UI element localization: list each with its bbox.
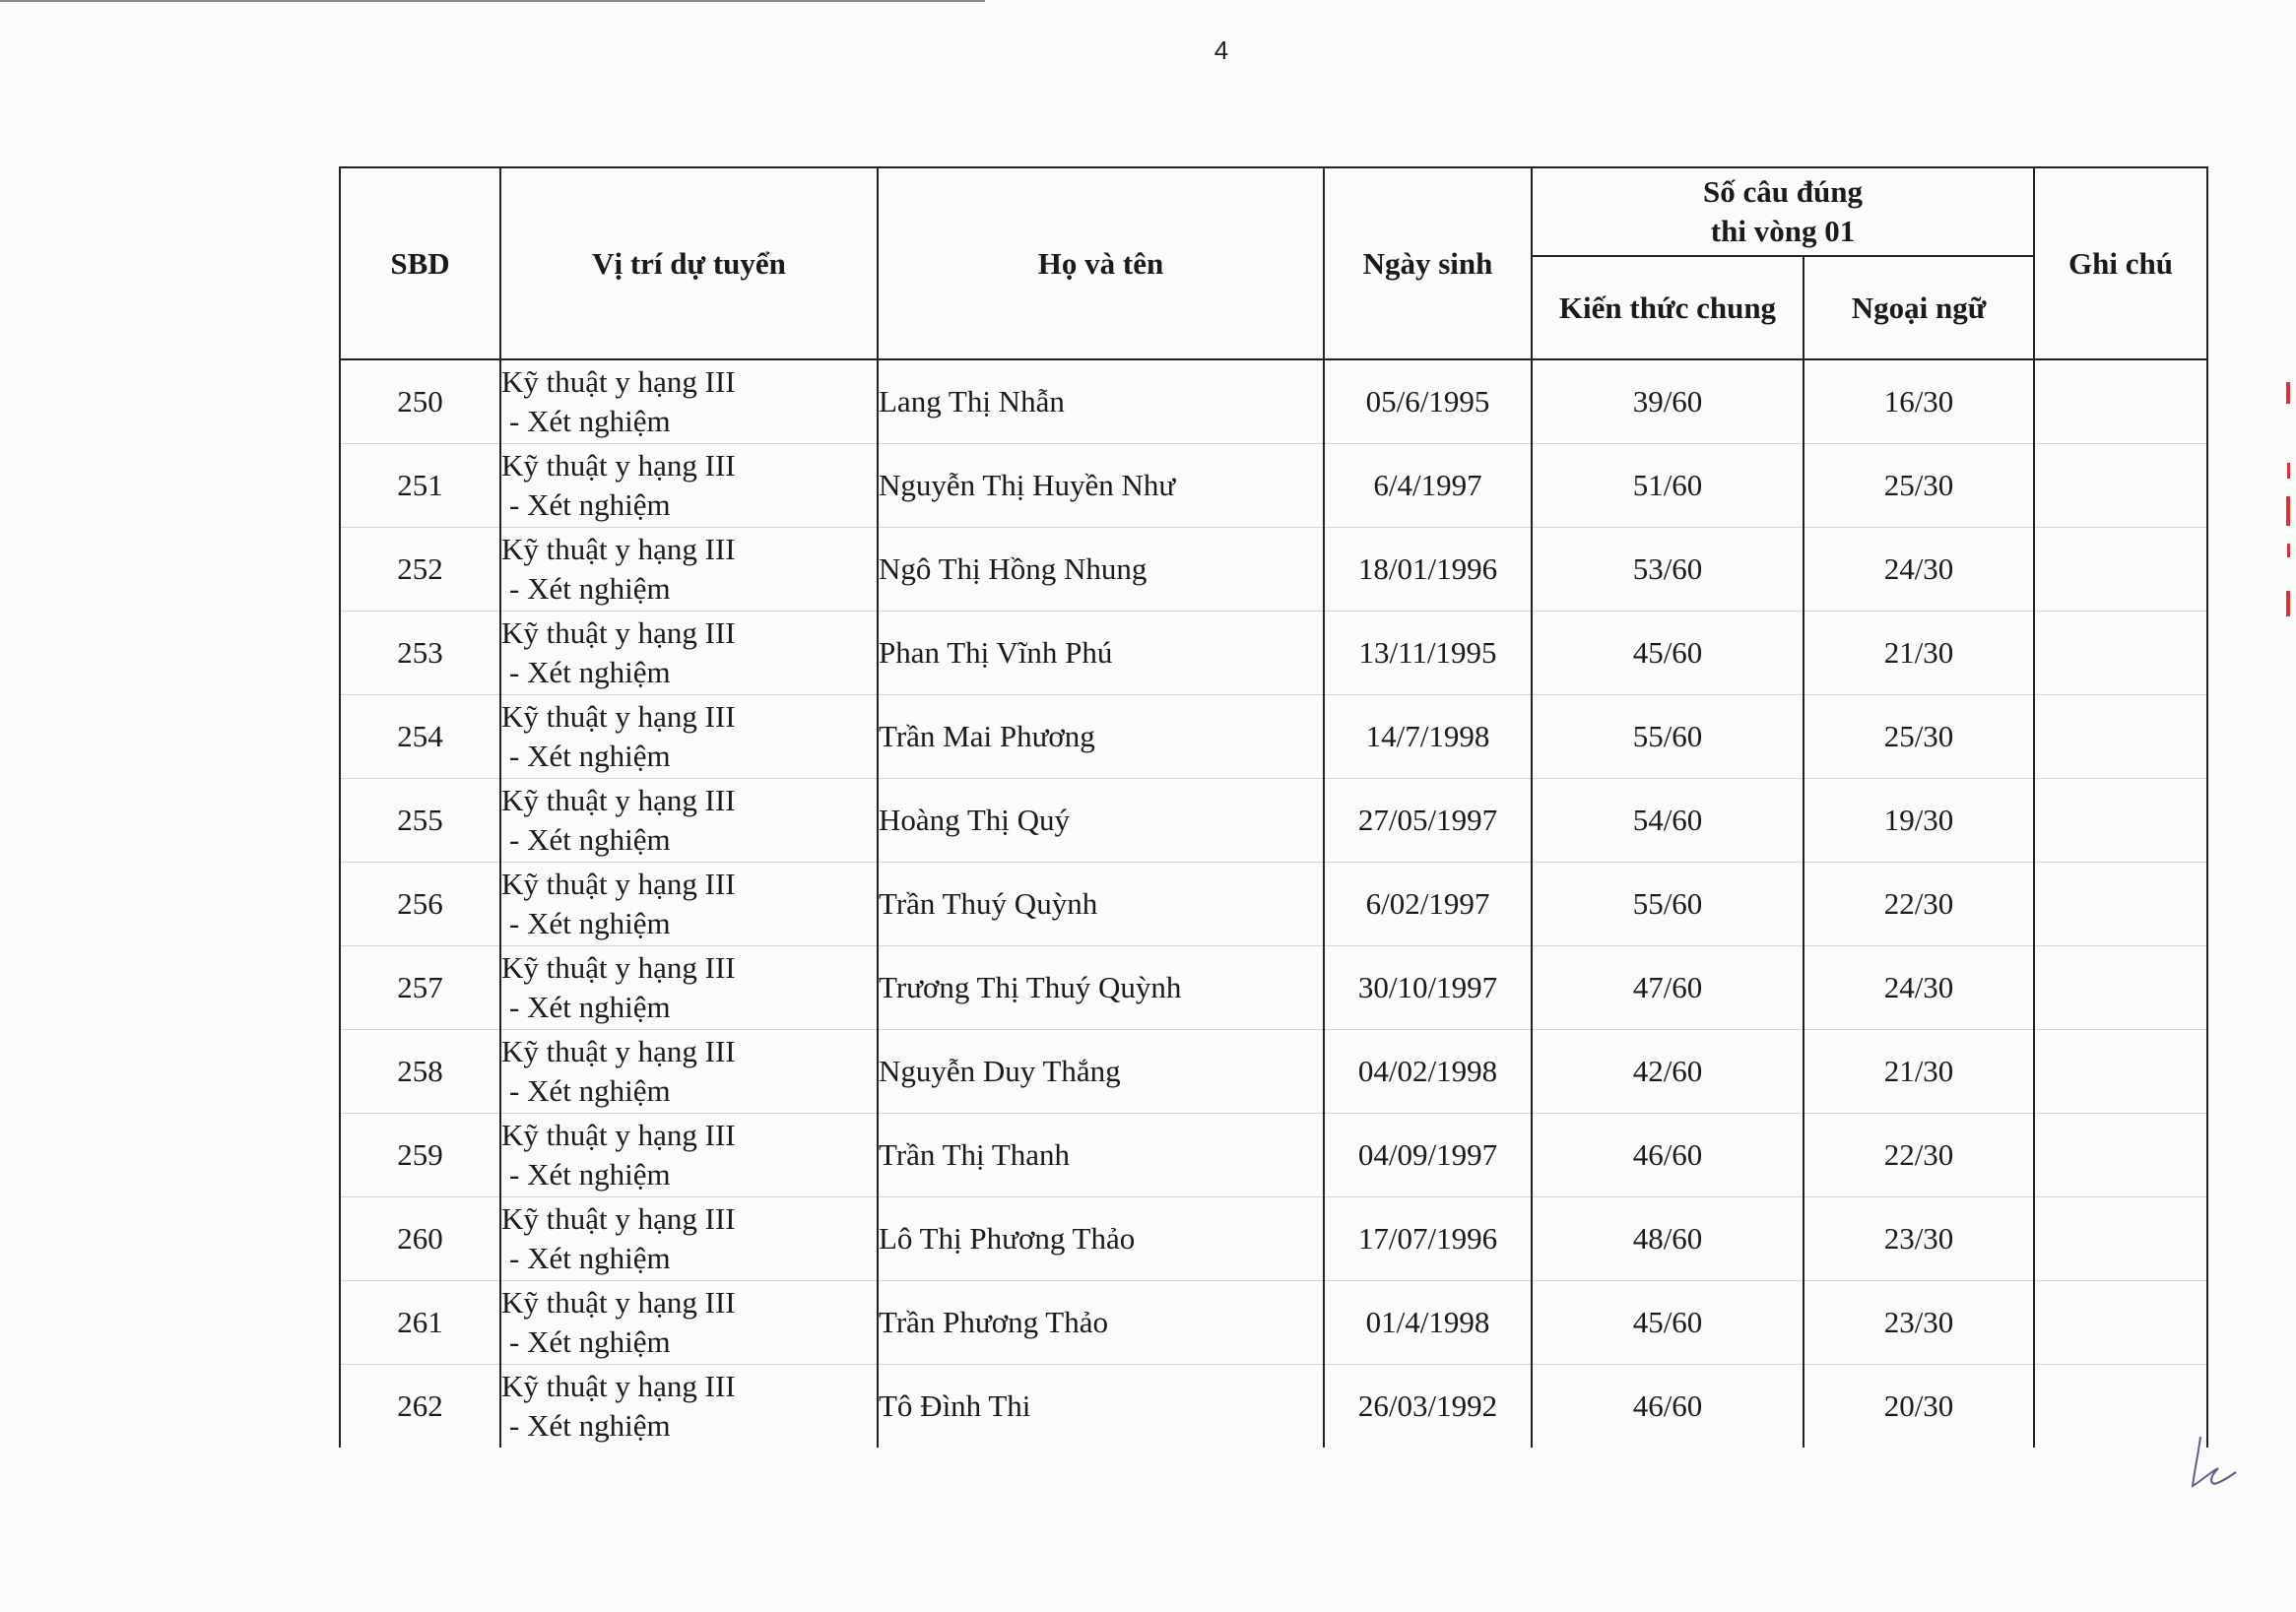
cell-note (2034, 779, 2207, 863)
cell-full-name: Trần Phương Thảo (878, 1281, 1324, 1365)
cell-position-line1: Kỹ thuật y hạng III (501, 1118, 736, 1152)
cell-position-line1: Kỹ thuật y hạng III (501, 532, 736, 566)
cell-position-line2: - Xét nghiệm (509, 1073, 671, 1108)
cell-position (500, 1114, 878, 1197)
cell-date-of-birth: 27/05/1997 (1324, 779, 1532, 863)
cell-position (500, 695, 878, 779)
cell-foreign-language-score: 24/30 (1804, 946, 2034, 1030)
cell-foreign-language-score: 22/30 (1804, 863, 2034, 946)
table-row (340, 1030, 2207, 1114)
cell-foreign-language-score: 21/30 (1804, 612, 2034, 695)
cell-position (500, 359, 878, 444)
cell-sbd: 255 (340, 779, 500, 863)
table-row (340, 1114, 2207, 1197)
cell-position-line1: Kỹ thuật y hạng III (501, 1369, 736, 1403)
cell-sbd: 260 (340, 1197, 500, 1281)
header-general-knowledge: Kiến thức chung (1532, 256, 1804, 359)
cell-full-name: Nguyễn Thị Huyền Như (878, 444, 1324, 528)
cell-sbd: 253 (340, 612, 500, 695)
table-row (340, 779, 2207, 863)
table-row (340, 528, 2207, 612)
cell-foreign-language-score: 16/30 (1804, 359, 2034, 444)
cell-general-knowledge-score: 47/60 (1532, 946, 1804, 1030)
cell-full-name: Phan Thị Vĩnh Phú (878, 612, 1324, 695)
red-edge-stamp-marks (2283, 374, 2293, 650)
cell-general-knowledge-score: 45/60 (1532, 1281, 1804, 1365)
cell-position-line2: - Xét nghiệm (509, 571, 671, 606)
cell-position-line2: - Xét nghiệm (509, 822, 671, 857)
cell-full-name: Hoàng Thị Quý (878, 779, 1324, 863)
cell-date-of-birth: 17/07/1996 (1324, 1197, 1532, 1281)
cell-position-line1: Kỹ thuật y hạng III (501, 364, 736, 399)
cell-note (2034, 1030, 2207, 1114)
cell-sbd: 256 (340, 863, 500, 946)
cell-position (500, 444, 878, 528)
cell-general-knowledge-score: 48/60 (1532, 1197, 1804, 1281)
cell-general-knowledge-score: 45/60 (1532, 612, 1804, 695)
cell-position-line2: - Xét nghiệm (509, 1324, 671, 1359)
cell-general-knowledge-score: 55/60 (1532, 695, 1804, 779)
cell-date-of-birth: 04/09/1997 (1324, 1114, 1532, 1197)
cell-note (2034, 863, 2207, 946)
cell-position (500, 1197, 878, 1281)
cell-full-name: Trần Mai Phương (878, 695, 1324, 779)
header-correct-answers-round1 (1532, 167, 2034, 256)
cell-note (2034, 695, 2207, 779)
cell-date-of-birth: 05/6/1995 (1324, 359, 1532, 444)
header-foreign-language: Ngoại ngữ (1804, 256, 2034, 359)
cell-general-knowledge-score: 54/60 (1532, 779, 1804, 863)
cell-foreign-language-score: 23/30 (1804, 1197, 2034, 1281)
cell-position (500, 1281, 878, 1365)
cell-foreign-language-score: 19/30 (1804, 779, 2034, 863)
cell-position-line2: - Xét nghiệm (509, 404, 671, 438)
cell-sbd: 250 (340, 359, 500, 444)
header-group-text: Số câu đúng thi vòng 01 (1703, 174, 1863, 248)
cell-position-line1: Kỹ thuật y hạng III (501, 448, 736, 483)
cell-position-line2: - Xét nghiệm (509, 1241, 671, 1275)
cell-general-knowledge-score: 39/60 (1532, 359, 1804, 444)
cell-full-name: Lô Thị Phương Thảo (878, 1197, 1324, 1281)
header-position: Vị trí dự tuyển (500, 167, 878, 359)
exam-results-table (339, 166, 2208, 1448)
cell-note (2034, 1197, 2207, 1281)
table-body (340, 359, 2207, 1448)
cell-note (2034, 359, 2207, 444)
cell-foreign-language-score: 23/30 (1804, 1281, 2034, 1365)
cell-position (500, 946, 878, 1030)
cell-note (2034, 1114, 2207, 1197)
cell-date-of-birth: 6/4/1997 (1324, 444, 1532, 528)
header-note: Ghi chú (2034, 167, 2207, 359)
cell-sbd: 262 (340, 1365, 500, 1449)
cell-position (500, 863, 878, 946)
cell-note (2034, 612, 2207, 695)
cell-position-line1: Kỹ thuật y hạng III (501, 1285, 736, 1320)
cell-note (2034, 1365, 2207, 1449)
cell-full-name: Trương Thị Thuý Quỳnh (878, 946, 1324, 1030)
cell-position-line1: Kỹ thuật y hạng III (501, 783, 736, 817)
table-header (340, 167, 2207, 359)
table-row (340, 1365, 2207, 1449)
cell-sbd: 252 (340, 528, 500, 612)
cell-position-line2: - Xét nghiệm (509, 487, 671, 522)
cell-general-knowledge-score: 42/60 (1532, 1030, 1804, 1114)
cell-position-line2: - Xét nghiệm (509, 655, 671, 689)
cell-position (500, 1030, 878, 1114)
cell-general-knowledge-score: 46/60 (1532, 1365, 1804, 1449)
cell-date-of-birth: 14/7/1998 (1324, 695, 1532, 779)
cell-full-name: Lang Thị Nhẫn (878, 359, 1324, 444)
cell-note (2034, 444, 2207, 528)
cell-position-line1: Kỹ thuật y hạng III (501, 1034, 736, 1068)
table-row (340, 612, 2207, 695)
page-number: 4 (1214, 35, 1229, 65)
cell-date-of-birth: 13/11/1995 (1324, 612, 1532, 695)
header-sbd: SBD (340, 167, 500, 359)
cell-note (2034, 1281, 2207, 1365)
cell-date-of-birth: 26/03/1992 (1324, 1365, 1532, 1449)
cell-sbd: 254 (340, 695, 500, 779)
cell-position-line2: - Xét nghiệm (509, 906, 671, 940)
cell-general-knowledge-score: 55/60 (1532, 863, 1804, 946)
table-row (340, 946, 2207, 1030)
cell-position-line1: Kỹ thuật y hạng III (501, 950, 736, 985)
cell-position-line1: Kỹ thuật y hạng III (501, 867, 736, 901)
cell-note (2034, 528, 2207, 612)
header-dob: Ngày sinh (1324, 167, 1532, 359)
table-row (340, 359, 2207, 444)
cell-position-line1: Kỹ thuật y hạng III (501, 1201, 736, 1236)
cell-full-name: Ngô Thị Hồng Nhung (878, 528, 1324, 612)
cell-sbd: 261 (340, 1281, 500, 1365)
cell-foreign-language-score: 20/30 (1804, 1365, 2034, 1449)
cell-position (500, 779, 878, 863)
cell-note (2034, 946, 2207, 1030)
table-row (340, 1281, 2207, 1365)
table-row (340, 863, 2207, 946)
cell-date-of-birth: 30/10/1997 (1324, 946, 1532, 1030)
cell-date-of-birth: 01/4/1998 (1324, 1281, 1532, 1365)
handwritten-initials-mark (2189, 1433, 2238, 1492)
table-row (340, 1197, 2207, 1281)
cell-date-of-birth: 18/01/1996 (1324, 528, 1532, 612)
cell-sbd: 251 (340, 444, 500, 528)
cell-general-knowledge-score: 46/60 (1532, 1114, 1804, 1197)
cell-foreign-language-score: 21/30 (1804, 1030, 2034, 1114)
cell-position-line2: - Xét nghiệm (509, 1157, 671, 1192)
header-name: Họ và tên (878, 167, 1324, 359)
cell-foreign-language-score: 24/30 (1804, 528, 2034, 612)
cell-full-name: Nguyễn Duy Thắng (878, 1030, 1324, 1114)
cell-general-knowledge-score: 53/60 (1532, 528, 1804, 612)
top-scan-edge (0, 0, 985, 2)
table-row (340, 695, 2207, 779)
cell-position (500, 1365, 878, 1449)
cell-foreign-language-score: 25/30 (1804, 695, 2034, 779)
cell-full-name: Tô Đình Thi (878, 1365, 1324, 1449)
cell-date-of-birth: 04/02/1998 (1324, 1030, 1532, 1114)
cell-position (500, 528, 878, 612)
cell-sbd: 259 (340, 1114, 500, 1197)
cell-position (500, 612, 878, 695)
cell-sbd: 258 (340, 1030, 500, 1114)
cell-position-line1: Kỹ thuật y hạng III (501, 699, 736, 734)
cell-foreign-language-score: 25/30 (1804, 444, 2034, 528)
cell-foreign-language-score: 22/30 (1804, 1114, 2034, 1197)
cell-full-name: Trần Thị Thanh (878, 1114, 1324, 1197)
cell-position-line2: - Xét nghiệm (509, 739, 671, 773)
cell-date-of-birth: 6/02/1997 (1324, 863, 1532, 946)
cell-sbd: 257 (340, 946, 500, 1030)
cell-position-line2: - Xét nghiệm (509, 1408, 671, 1443)
table-row (340, 444, 2207, 528)
cell-general-knowledge-score: 51/60 (1532, 444, 1804, 528)
cell-position-line1: Kỹ thuật y hạng III (501, 615, 736, 650)
cell-position-line2: - Xét nghiệm (509, 990, 671, 1024)
cell-full-name: Trần Thuý Quỳnh (878, 863, 1324, 946)
